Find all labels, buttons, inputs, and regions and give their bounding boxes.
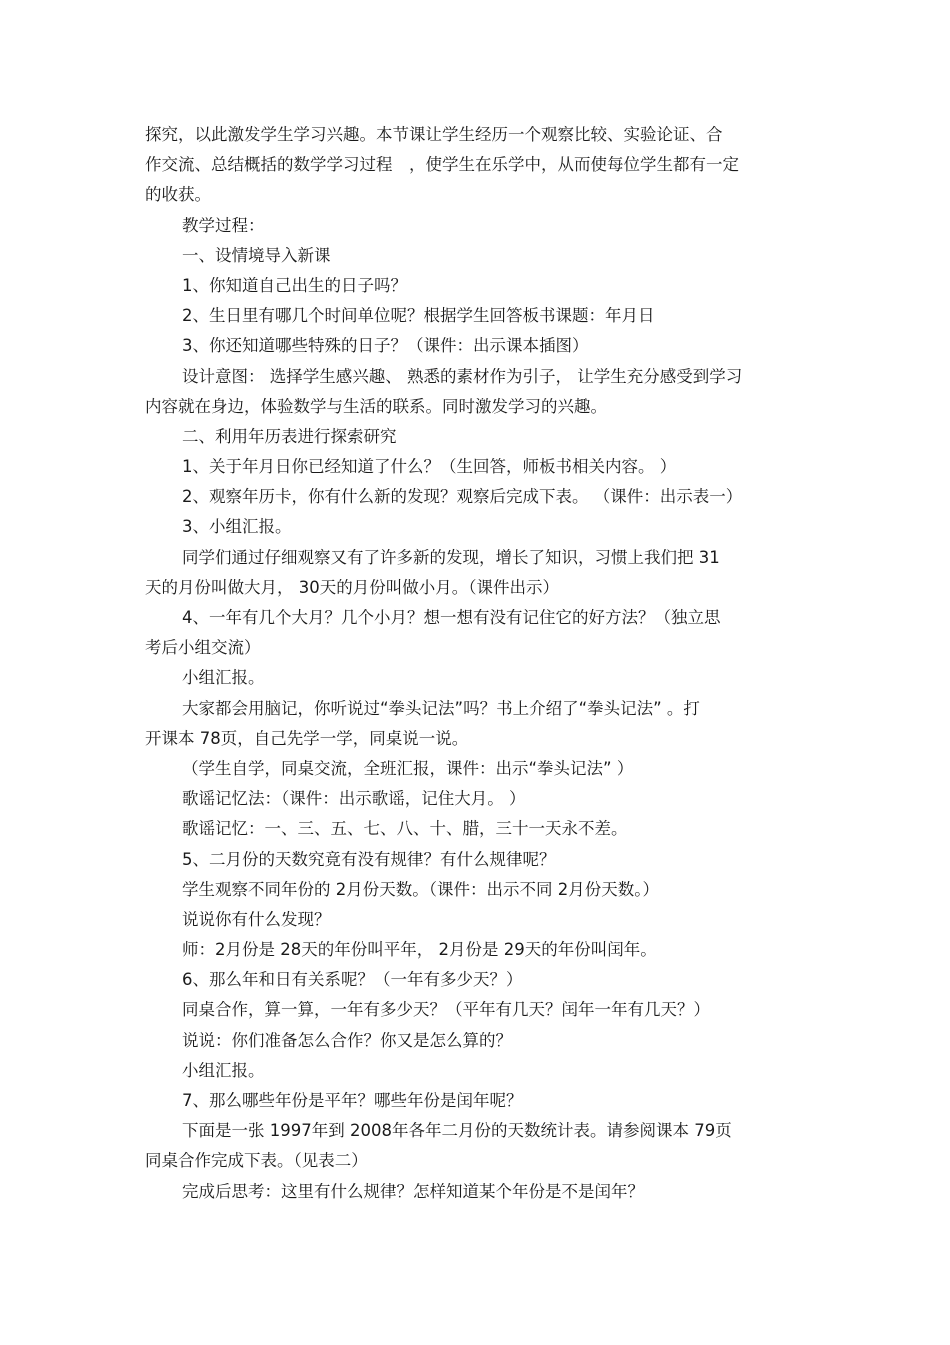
text-line: 学生观察不同年份的 2月份天数。（课件：出示不同 2月份天数。） xyxy=(182,879,659,899)
text-line: 的收获。 xyxy=(145,185,211,205)
text-line: 师：2月份是 28天的年份叫平年， 2月份是 29天的年份叫闰年。 xyxy=(182,940,657,960)
text-line: 开课本 78页，自己先学一学，同桌说一说。 xyxy=(145,728,469,748)
text-line: 作交流、总结概括的数学学习过程 ，使学生在乐学中，从而使每位学生都有一定 xyxy=(145,155,739,175)
text-line: 歌谣记忆法：（课件：出示歌谣，记住大月。 ） xyxy=(182,789,526,809)
text-line: 2、观察年历卡，你有什么新的发现？观察后完成下表。 （课件：出示表一） xyxy=(182,487,743,507)
text-line: 说说你有什么发现？ xyxy=(182,909,331,929)
text-line: 3、小组汇报。 xyxy=(182,517,292,537)
text-line: 1、关于年月日你已经知道了什么？（生回答，师板书相关内容。 ） xyxy=(182,457,677,477)
text-line: 同学们通过仔细观察又有了许多新的发现，增长了知识，习惯上我们把 31 xyxy=(182,547,720,567)
text-line: 小组汇报。 xyxy=(182,1060,265,1080)
text-line: 歌谣记忆：一、三、五、七、八、十、腊，三十一天永不差。 xyxy=(182,819,628,839)
text-line: 3、你还知道哪些特殊的日子？（课件：出示课本插图） xyxy=(182,336,589,356)
text-line: 小组汇报。 xyxy=(182,668,265,688)
text-line: 5、二月份的天数究竟有没有规律？有什么规律呢？ xyxy=(182,849,556,869)
text-line: 大家都会用脑记，你听说过“拳头记法”吗？书上介绍了“拳头记法” 。打 xyxy=(182,698,700,718)
text-line: 设计意图： 选择学生感兴趣、 熟悉的素材作为引子， 让学生充分感受到学习 xyxy=(182,366,743,386)
text-line: 4、一年有几个大月？几个小月？想一想有没有记住它的好方法？（独立思 xyxy=(182,608,721,627)
text-line: 内容就在身边，体验数学与生活的联系。同时激发学习的兴趣。 xyxy=(145,396,607,416)
text-line: 探究，以此激发学生学习兴趣。本节课让学生经历一个观察比较、实验论证、合 xyxy=(145,125,723,144)
text-line: 一、设情境导入新课 xyxy=(182,245,331,265)
text-line: 考后小组交流） xyxy=(145,638,261,658)
text-line: 1、你知道自己出生的日子吗？ xyxy=(182,275,407,295)
text-line: 完成后思考：这里有什么规律？怎样知道某个年份是不是闰年？ xyxy=(182,1181,644,1201)
text-line: 说说：你们准备怎么合作？你又是怎么算的？ xyxy=(182,1030,512,1050)
text-line: 同桌合作完成下表。（见表二） xyxy=(145,1151,368,1171)
text-line: 二、利用年历表进行探索研究 xyxy=(182,426,397,446)
text-line: 同桌合作，算一算，一年有多少天？（平年有几天？闰年一年有几天？） xyxy=(182,1000,710,1020)
text-line: 6、那么年和日有关系呢？（一年有多少天？） xyxy=(182,970,523,990)
text-line: 7、那么哪些年份是平年？哪些年份是闰年呢？ xyxy=(182,1091,523,1110)
text-line: 教学过程： xyxy=(182,215,265,235)
text-line: 下面是一张 1997年到 2008年各年二月份的天数统计表。请参阅课本 79页 xyxy=(182,1121,732,1141)
text-line: （学生自学，同桌交流，全班汇报，课件：出示“拳头记法” ） xyxy=(182,758,634,778)
text-line: 2、生日里有哪几个时间单位呢？根据学生回答板书课题：年月日 xyxy=(182,306,655,326)
document-body xyxy=(145,120,810,1207)
text-line: 天的月份叫做大月， 30天的月份叫做小月。（课件出示） xyxy=(145,577,559,597)
